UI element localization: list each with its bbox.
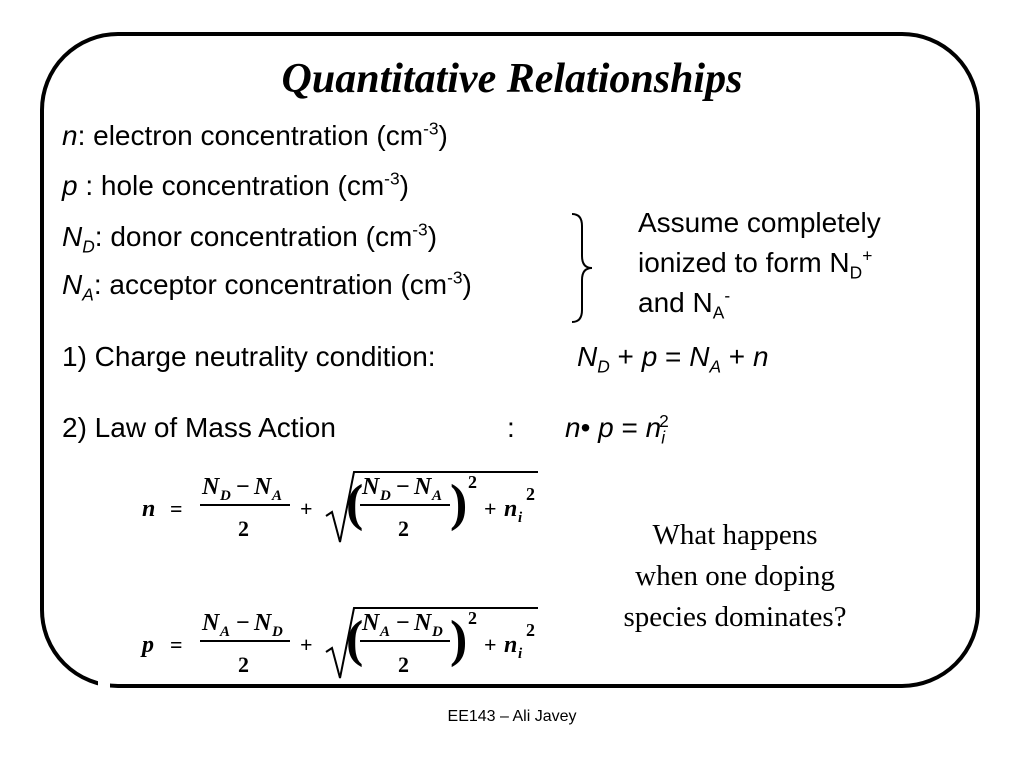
svg-text:A: A bbox=[272, 488, 283, 504]
slide-footer: EE143 – Ali Javey bbox=[447, 708, 577, 725]
svg-text:n: n bbox=[504, 632, 518, 658]
svg-text:A: A bbox=[432, 488, 443, 504]
formula-n-num-a: N bbox=[202, 474, 220, 500]
mass-action-colon: : bbox=[507, 412, 515, 443]
svg-text:(: ( bbox=[346, 611, 364, 668]
svg-text:+: + bbox=[484, 632, 497, 657]
svg-text:2: 2 bbox=[468, 472, 477, 492]
svg-text:A: A bbox=[220, 624, 231, 640]
mass-action-label: 2) Law of Mass Action bbox=[62, 412, 336, 443]
svg-text:n: n bbox=[504, 496, 518, 522]
assume-note: Assume completely ionized to form $N_D^+$ and $N_A^-$ bbox=[638, 207, 881, 323]
formula-n-lhs: n bbox=[142, 496, 156, 522]
svg-text:2: 2 bbox=[238, 516, 249, 541]
svg-text:=: = bbox=[170, 496, 183, 521]
svg-text:(: ( bbox=[346, 475, 364, 532]
formula-p bbox=[140, 600, 560, 684]
svg-text:2: 2 bbox=[398, 516, 409, 541]
question-text: What happens when one doping species dominates? bbox=[623, 519, 847, 633]
svg-text:−: − bbox=[396, 610, 410, 636]
definition-hole: p : hole concentration $(cm^{-3})$ bbox=[62, 168, 409, 201]
svg-text:D: D bbox=[432, 624, 443, 640]
svg-text:2: 2 bbox=[468, 608, 477, 628]
svg-text:+: + bbox=[300, 632, 313, 657]
svg-text:D: D bbox=[380, 488, 391, 504]
svg-text:D: D bbox=[272, 624, 283, 640]
formula-n bbox=[140, 464, 560, 548]
mass-action-equation: n• $p = n_i^2$ bbox=[565, 410, 669, 448]
svg-text:A: A bbox=[380, 624, 391, 640]
svg-text:D: D bbox=[220, 488, 231, 504]
svg-text:N: N bbox=[202, 610, 220, 636]
svg-text:−: − bbox=[236, 610, 250, 636]
charge-neutrality-label: 1) Charge neutrality condition: bbox=[62, 341, 436, 372]
svg-text:N: N bbox=[362, 610, 380, 636]
formula-p-lhs: p bbox=[142, 632, 154, 658]
definition-donor: $N_D$: donor concentration $(cm^{-3})$ bbox=[62, 219, 438, 257]
svg-text:i: i bbox=[518, 646, 523, 662]
curly-brace bbox=[566, 212, 596, 324]
svg-text:i: i bbox=[518, 510, 523, 526]
svg-text:N: N bbox=[414, 474, 432, 500]
definition-electron: n: electron concentration $(cm^{-3})$ bbox=[62, 118, 448, 151]
svg-text:): ) bbox=[450, 475, 468, 532]
svg-text:N: N bbox=[254, 610, 272, 636]
svg-text:2: 2 bbox=[238, 652, 249, 677]
frame-gap bbox=[98, 676, 110, 692]
svg-text:N: N bbox=[254, 474, 272, 500]
svg-text:N: N bbox=[414, 610, 432, 636]
charge-neutrality-equation: $N_D + p = N_A + n$ bbox=[577, 341, 769, 377]
slide-title: Quantitative Relationships bbox=[281, 56, 743, 102]
svg-text:2: 2 bbox=[526, 484, 535, 504]
svg-text:2: 2 bbox=[398, 652, 409, 677]
svg-text:): ) bbox=[450, 611, 468, 668]
svg-text:−: − bbox=[396, 474, 410, 500]
svg-text:+: + bbox=[484, 496, 497, 521]
svg-text:N: N bbox=[362, 474, 380, 500]
svg-text:−: − bbox=[236, 474, 250, 500]
definition-acceptor: $N_A$: acceptor concentration $(cm^{-3})$ bbox=[62, 267, 472, 305]
svg-text:2: 2 bbox=[526, 620, 535, 640]
svg-text:=: = bbox=[170, 632, 183, 657]
svg-text:+: + bbox=[300, 496, 313, 521]
